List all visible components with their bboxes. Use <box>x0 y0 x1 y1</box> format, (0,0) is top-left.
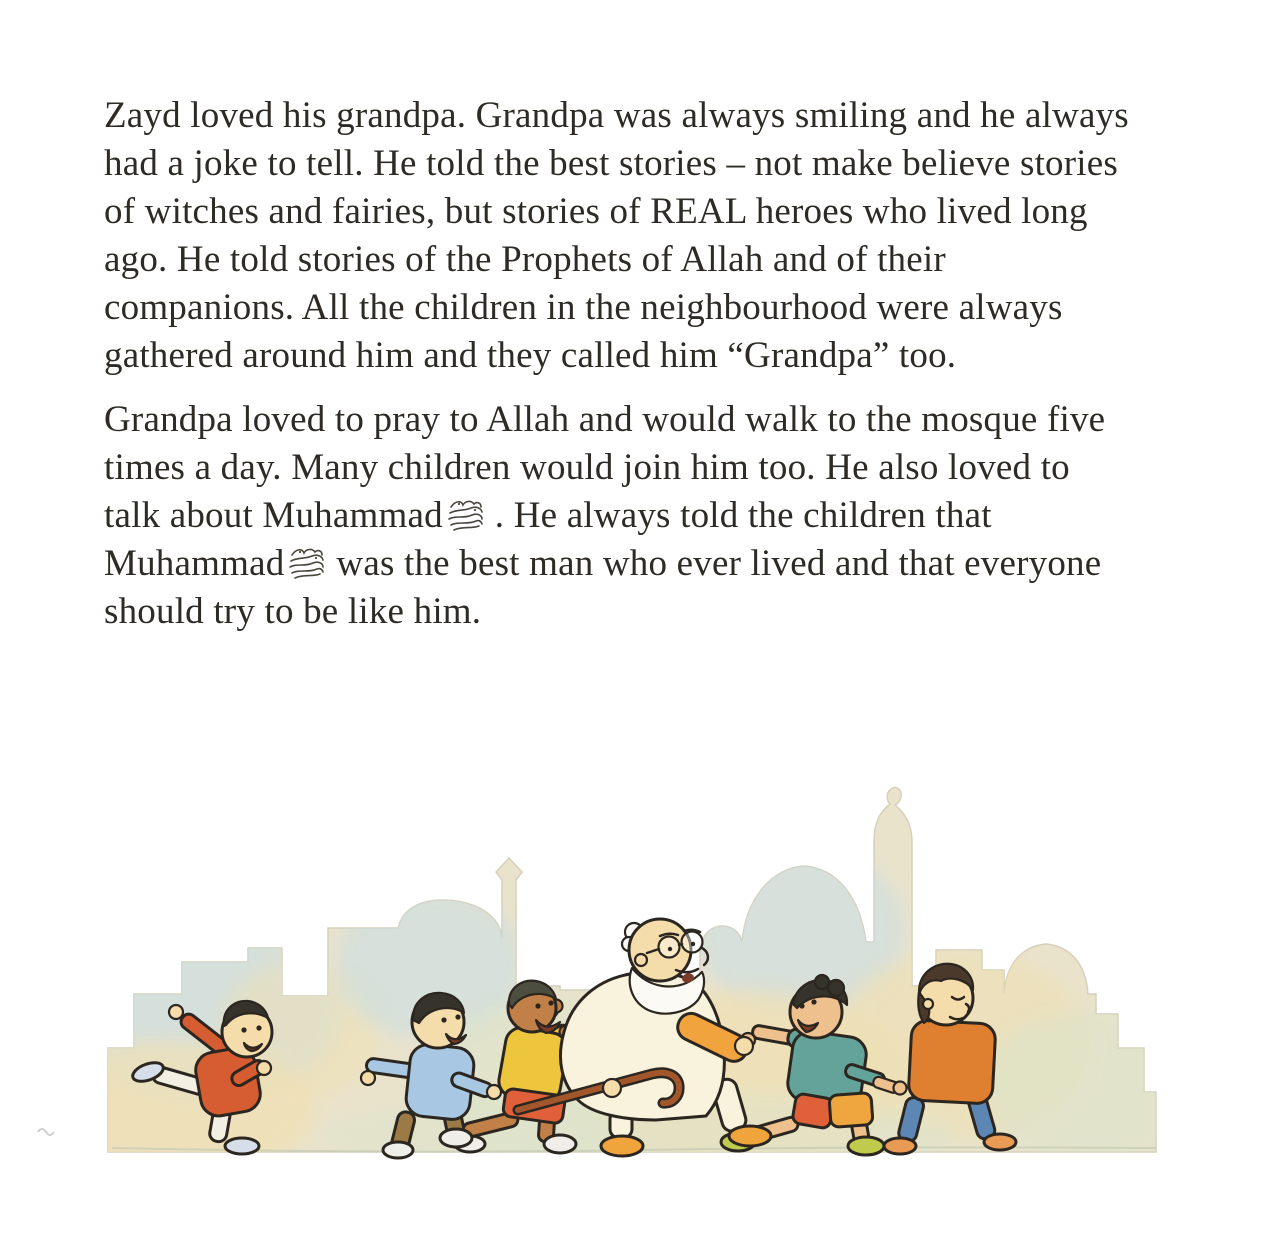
text-line: Grandpa loved to pray to Allah and would walk to the mosque five <box>104 399 1106 440</box>
text-run: talk about Muhammad <box>104 495 443 536</box>
grandpa-front-shoe <box>729 1126 771 1146</box>
story-text <box>104 92 1214 636</box>
text-run: was the best man who ever lived and that everyone <box>336 543 1102 584</box>
paragraph-2 <box>104 396 1214 636</box>
pencil-smudge <box>38 1129 54 1135</box>
text-line: gathered around him and they called him “Grandpa” too. <box>104 335 957 376</box>
text-run: Muhammad <box>104 543 285 584</box>
text-line: companions. All the children in the neighbourhood were always <box>104 287 1063 328</box>
pbuh-calligraphy-icon <box>446 498 486 534</box>
text-line: Zayd loved his grandpa. Grandpa was always smiling and he always <box>104 95 1129 136</box>
pbuh-calligraphy-icon <box>287 546 327 582</box>
text-line <box>104 492 1214 540</box>
paragraph-1 <box>104 92 1214 380</box>
storybook-illustration <box>0 780 1280 1246</box>
text-line: had a joke to tell. He told the best stories – not make believe stories <box>104 143 1118 184</box>
text-line: should try to be like him. <box>104 591 482 632</box>
grandpa-back-shoe <box>601 1136 643 1156</box>
text-line: ago. He told stories of the Prophets of Allah and of their <box>104 239 946 280</box>
text-run: . He always told the children that <box>494 495 992 536</box>
text-line <box>104 540 1214 588</box>
text-line: times a day. Many children would join him too. He also loved to <box>104 447 1070 488</box>
text-line: of witches and fairies, but stories of REAL heroes who lived long <box>104 191 1088 232</box>
